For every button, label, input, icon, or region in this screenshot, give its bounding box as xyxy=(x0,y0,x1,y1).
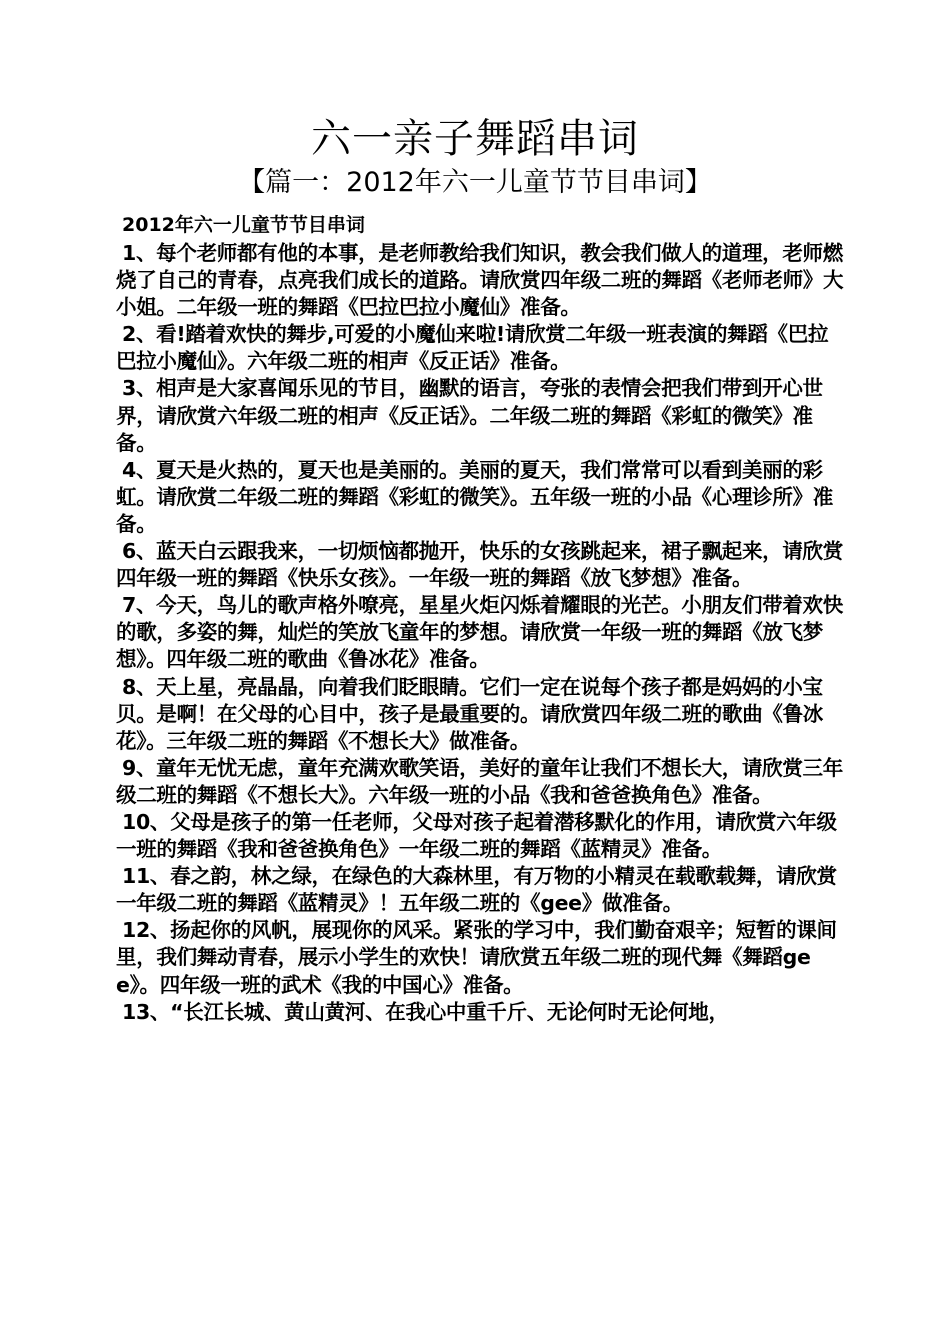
paragraph: 12、扬起你的风帆，展现你的风采。紧张的学习中，我们勤奋艰辛；短暂的课间里，我们舞动青春，展示小学生的欢快！请欣赏五年级二班的现代舞《舞蹈gee》。四年级一班的武术《我的中国心》准备。 xyxy=(116,918,837,997)
document-title: 六一亲子舞蹈串词 xyxy=(311,116,639,162)
document-body xyxy=(116,240,844,1026)
paragraph: 3、相声是大家喜闻乐见的节目，幽默的语言，夸张的表情会把我们带到开心世界，请欣赏六年级二班的相声《反正话》。二年级二班的舞蹈《彩虹的微笑》准备。 xyxy=(116,376,823,455)
paragraph: 6、蓝天白云跟我来，一切烦恼都抛开，快乐的女孩跳起来，裙子飘起来，请欣赏四年级一班的舞蹈《快乐女孩》。一年级一班的舞蹈《放飞梦想》准备。 xyxy=(116,539,843,591)
paragraph: 4、夏天是火热的，夏天也是美丽的。美丽的夏天，我们常常可以看到美丽的彩虹。请欣赏二年级二班的舞蹈《彩虹的微笑》。五年级一班的小品《心理诊所》准备。 xyxy=(116,457,833,536)
paragraph: 2、看!踏着欢快的舞步,可爱的小魔仙来啦!请欣赏二年级一班表演的舞蹈《巴拉巴拉小魔仙》。六年级二班的相声《反正话》准备。 xyxy=(116,322,829,374)
paragraph: 9、童年无忧无虑，童年充满欢歌笑语，美好的童年让我们不想长大，请欣赏三年级二班的舞蹈《不想长大》。六年级一班的小品《我和爸爸换角色》准备。 xyxy=(116,755,843,807)
paragraph: 11、春之韵，林之绿，在绿色的大森林里，有万物的小精灵在载歌载舞，请欣赏一年级二班的舞蹈《蓝精灵》！五年级二班的《gee》做准备。 xyxy=(116,864,837,916)
paragraph: 10、父母是孩子的第一任老师，父母对孩子起着潜移默化的作用，请欣赏六年级一班的舞蹈《我和爸爸换角色》一年级二班的舞蹈《蓝精灵》准备。 xyxy=(116,809,837,862)
document-subtitle: 【篇一：2012年六一儿童节节目串词】 xyxy=(238,167,712,198)
section-heading: 2012年六一儿童节节目串词 xyxy=(122,214,365,236)
paragraph: 1、每个老师都有他的本事，是老师教给我们知识，教会我们做人的道理，老师燃烧了自己的青春，点亮我们成长的道路。请欣赏四年级二班的舞蹈《老师老师》大小姐。二年级一班的舞蹈《巴拉巴拉小魔仙》准备。 xyxy=(116,241,844,320)
paragraph: 7、今天，鸟儿的歌声格外嘹亮，星星火炬闪烁着耀眼的光芒。小朋友们带着欢快的歌，多姿的舞，灿烂的笑放飞童年的梦想。请欣赏一年级一班的舞蹈《放飞梦想》。四年级二班的歌曲《鲁冰花》准备。 xyxy=(116,593,843,672)
paragraph: 13、“长江长城、黄山黄河、在我心中重千斤、无论何时无论何地， xyxy=(122,999,729,1024)
paragraph: 8、天上星，亮晶晶，向着我们眨眼睛。它们一定在说每个孩子都是妈妈的小宝贝。是啊！在父母的心目中，孩子是最重要的。请欣赏四年级二班的歌曲《鲁冰花》。三年级二班的舞蹈《不想长大》做准备。 xyxy=(116,674,823,753)
